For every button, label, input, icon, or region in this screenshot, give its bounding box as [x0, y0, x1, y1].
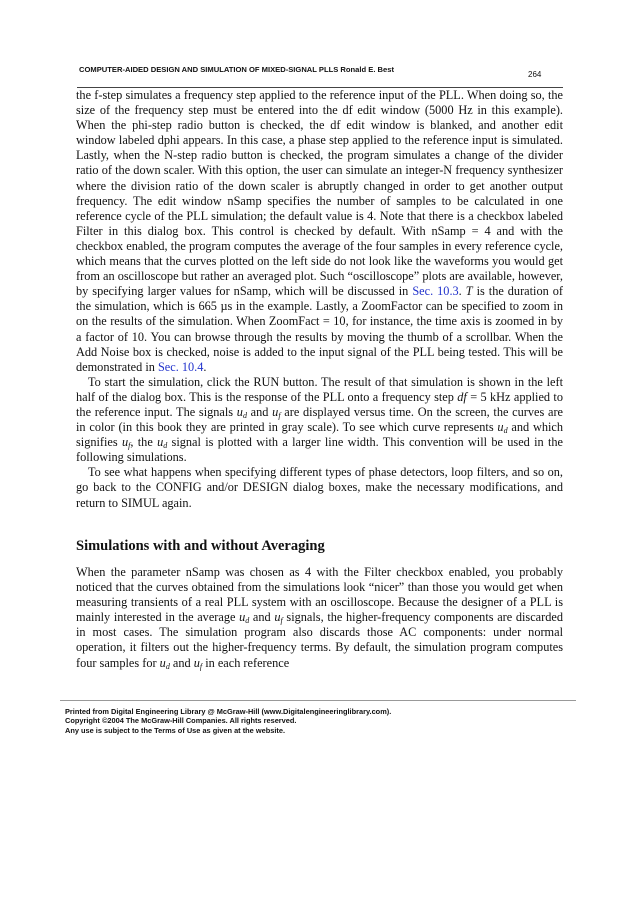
section-link-10-3[interactable]: Sec. 10.3	[412, 284, 459, 299]
text-run: and	[169, 655, 194, 670]
variable-ud: $u_d$	[157, 435, 168, 451]
paragraph-averaging	[76, 565, 563, 671]
paragraph-run-simulation	[76, 375, 563, 466]
text-run: the f-step simulates a frequency step applied to the reference input of the PLL. When doing so, the size of the frequency step must be entered into the df edit window (5000 Hz in this example). When the phi-step radio button is checked, the df edit window is blanked, and another edit window labeled dphi appears. In this case, a phase step applied to the reference input is simulated. Lastly, when the N-step radio button is checked, the program simulates a change of the divider ratio of the down scaler. With this option, the user can simulate an integer-N frequency synthesizer where the division ratio of the down scaler is abruptly changed in order to get another output frequency. The edit window nSamp specifies the number of samples to be calculated in one reference cycle of the PLL simulation; the default value is 4. Note that there is a checkbox labeled Filter in this dialog box. This control is checked by default. With nSamp = 4 and with the checkbox enabled, the program computes the average of the four samples in every reference cycle, which means that the curves plotted on the left side do not look like the waveforms you would get from an oscilloscope but rather an averaged plot. Such “oscilloscope” plots are available, however, by specifying larger values for nSamp, which will be discussed in	[76, 88, 563, 299]
text-run: , the	[130, 435, 158, 450]
text-run: in each reference	[202, 655, 290, 670]
variable-uf: $u_f$	[274, 610, 283, 626]
text-run: and	[249, 610, 275, 625]
variable-uf: $u_f$	[121, 435, 131, 451]
body-text	[76, 88, 563, 511]
variable-ud: $u_d$	[236, 404, 247, 420]
text-run: and which signifies	[76, 420, 563, 450]
text-run: signals, the higher-frequency components are discarded in most cases. The simulation program also discards those AC components: under normal operation, it filters out the higher-frequency terms. By default, the simulation program computes four samples for	[76, 610, 563, 670]
page-number: 264	[528, 70, 542, 79]
variable-T: T	[465, 284, 473, 299]
text-run: To start the simulation, click the RUN button. The result of that simulation is shown in the left half of the dialog box. This is the response of the PLL onto a frequency step	[76, 374, 563, 404]
variable-ud: $u_d$	[159, 655, 170, 671]
footer-printed-from: Printed from Digital Engineering Library @ McGraw-Hill (www.Digitalengineeringlibrary.com).	[65, 707, 392, 716]
variable-ud: $u_d$	[497, 420, 508, 436]
section-link-10-4[interactable]: Sec. 10.4	[157, 359, 204, 374]
text-run: and	[246, 404, 273, 419]
footer	[65, 707, 391, 735]
text-run: When the parameter nSamp was chosen as 4 with the Filter checkbox enabled, you probably noticed that the curves obtained from the simulations look “nicer” than those you would get when measuring transients of a real PLL system with an oscilloscope. Because the designer of a PLL is mainly interested in the average	[76, 565, 563, 625]
text-run: .	[203, 359, 207, 374]
footer-terms: Any use is subject to the Terms of Use as given at the website.	[65, 725, 286, 735]
text-run: are displayed versus time. On the screen, the curves are in color (in this book they are printed in gray scale). To see which curve represents	[76, 404, 563, 435]
paragraph-simulation-options	[76, 88, 563, 375]
footer-copyright: Copyright ©2004 The McGraw-Hill Companies. All rights reserved.	[65, 716, 297, 726]
text-run: signal is plotted with a larger line width. This convention will be used in the following simulations.	[76, 435, 564, 465]
text-run: = 5 kHz applied to the reference input. The signals	[76, 389, 563, 419]
section-heading: Simulations with and without Averaging	[76, 538, 325, 554]
section-body-text	[76, 565, 563, 671]
variable-uf: $u_f$	[272, 404, 281, 420]
text-run: is the duration of the simulation, which is 665 µs in the example. Lastly, a ZoomFactor can be specified to zoom in on the results of the simulation. When ZoomFact = 10, for instance, the time axis is zoomed in by a factor of 10. You can browse through the results by moving the thumb of a scrollbar. When the Add Noise box is checked, noise is added to the input signal of the PLL being tested. This will be demonstrated in	[76, 284, 563, 374]
variable-ud: $u_d$	[239, 610, 250, 626]
variable-uf: $u_f$	[193, 655, 203, 671]
running-header-title: COMPUTER-AIDED DESIGN AND SIMULATION OF MIXED-SIGNAL PLLS Ronald E. Best	[79, 65, 395, 74]
variable-df: df	[457, 389, 467, 404]
paragraph-config-design: To see what happens when specifying different types of phase detectors, loop filters, and so on, go back to the CONFIG and/or DESIGN dialog boxes, make the necessary modifications, and return to SIMUL again.	[76, 465, 563, 510]
text-run: .	[458, 284, 466, 299]
footer-divider	[60, 700, 576, 701]
